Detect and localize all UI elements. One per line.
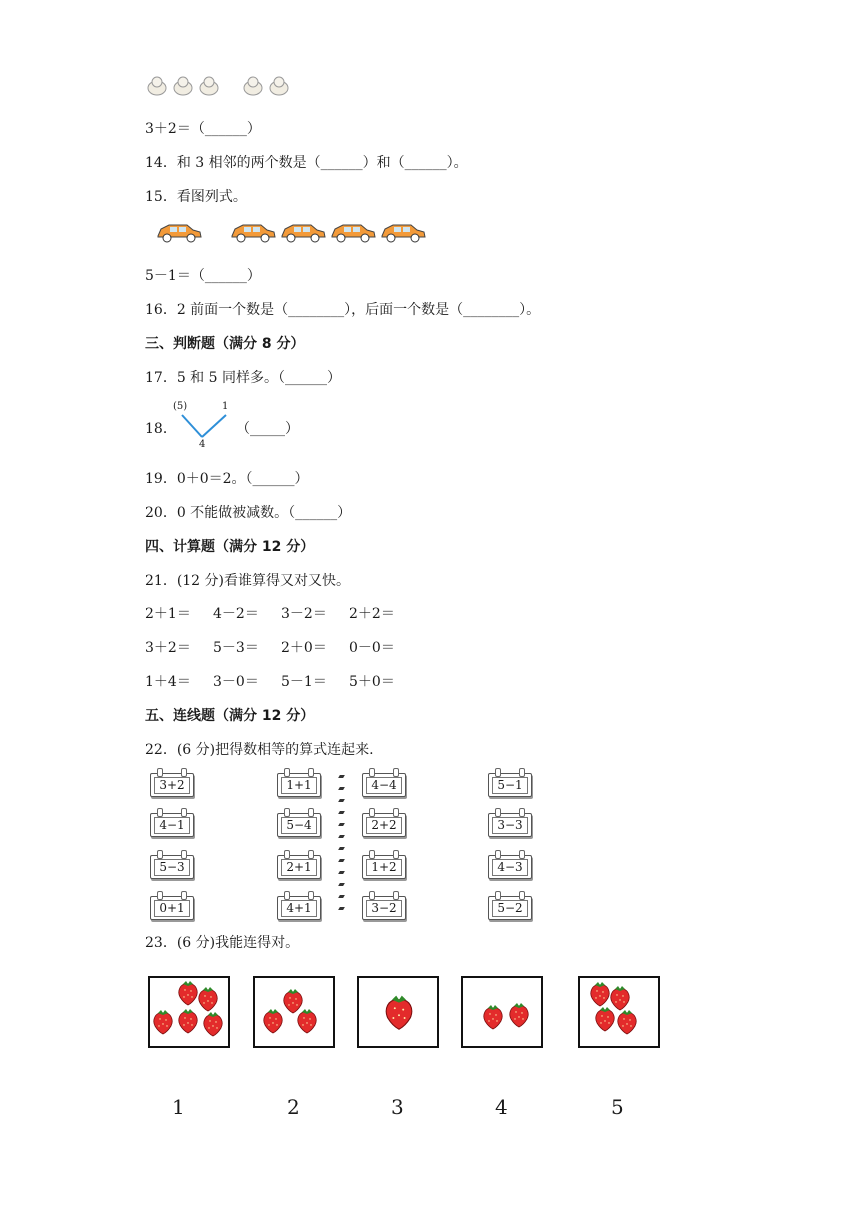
expression-card[interactable]: 1+1 xyxy=(277,773,321,797)
answer-number[interactable]: 5 xyxy=(611,1095,624,1119)
arith-item: 5－1＝ xyxy=(281,674,327,690)
rabbit-icon xyxy=(172,74,194,96)
strawberry-icons xyxy=(255,978,333,1046)
expression-card[interactable]: 1+2 xyxy=(362,855,406,879)
q18-top-right: 1 xyxy=(222,401,229,412)
q21-text: 21．(12 分)看谁算得又对又快。 xyxy=(145,573,351,589)
expression-card[interactable]: 2+1 xyxy=(277,855,321,879)
expression-card[interactable]: 3−3 xyxy=(488,813,532,837)
expression-card[interactable]: 3−2 xyxy=(362,896,406,920)
q14-text: 14．和 3 相邻的两个数是（______）和（______）。 xyxy=(145,155,468,171)
arith-item: 2＋2＝ xyxy=(349,606,395,622)
strawberry-icons xyxy=(580,978,658,1046)
q18-bottom: 4 xyxy=(199,439,206,450)
car-icon xyxy=(229,220,277,244)
q23-text: 23．(6 分)我能连得对。 xyxy=(145,935,300,951)
rabbit-icon xyxy=(242,74,264,96)
expression-card[interactable]: 4−3 xyxy=(488,855,532,879)
rabbit-icons xyxy=(146,74,290,96)
q16-text: 16．2 前面一个数是（________），后面一个数是（________）。 xyxy=(145,302,541,318)
car-icon xyxy=(279,220,327,244)
strawberry-icons xyxy=(463,978,541,1046)
arith-item: 5＋0＝ xyxy=(349,674,395,690)
answer-number[interactable]: 1 xyxy=(172,1095,185,1119)
q13-equation: 3＋2＝（______） xyxy=(145,121,261,137)
expression-card[interactable]: 3+2 xyxy=(150,773,194,797)
strawberry-box[interactable] xyxy=(148,976,230,1048)
car-icon xyxy=(379,220,427,244)
arith-item: 3－0＝ xyxy=(213,674,259,690)
car-icon xyxy=(155,220,203,244)
section4-title: 四、计算题（满分 12 分） xyxy=(145,539,315,555)
expression-card[interactable]: 4+1 xyxy=(277,896,321,920)
q18-label: 18． xyxy=(145,421,177,437)
expression-card[interactable]: 5−1 xyxy=(488,773,532,797)
arith-item: 1＋4＝ xyxy=(145,674,191,690)
section3-title: 三、判断题（满分 8 分） xyxy=(145,336,305,352)
answer-number[interactable]: 3 xyxy=(391,1095,404,1119)
strawberry-icons xyxy=(359,978,437,1046)
section5-title: 五、连线题（满分 12 分） xyxy=(145,708,315,724)
q20-text: 20．0 不能做被减数。（______） xyxy=(145,505,352,521)
expression-card[interactable]: 5−4 xyxy=(277,813,321,837)
strawberry-box[interactable] xyxy=(357,976,439,1048)
rabbit-icon xyxy=(268,74,290,96)
arith-item: 5－3＝ xyxy=(213,640,259,656)
arith-item: 4－2＝ xyxy=(213,606,259,622)
q22-text: 22．(6 分)把得数相等的算式连起来. xyxy=(145,742,374,758)
expression-card[interactable]: 4−1 xyxy=(150,813,194,837)
q15-equation: 5－1＝（______） xyxy=(145,268,261,284)
arith-item: 2＋1＝ xyxy=(145,606,191,622)
answer-number[interactable]: 4 xyxy=(495,1095,508,1119)
arith-item: 0－0＝ xyxy=(349,640,395,656)
expression-card[interactable]: 5−2 xyxy=(488,896,532,920)
q18-blank: （_____） xyxy=(236,421,299,437)
expression-card[interactable]: 5−3 xyxy=(150,855,194,879)
q18-top-left: (5) xyxy=(173,401,188,412)
answer-number[interactable]: 2 xyxy=(287,1095,300,1119)
car-icons xyxy=(155,220,427,244)
rabbit-icon xyxy=(198,74,220,96)
q17-text: 17．5 和 5 同样多。（______） xyxy=(145,370,341,386)
arith-item: 3－2＝ xyxy=(281,606,327,622)
strawberry-box[interactable] xyxy=(578,976,660,1048)
q19-text: 19．0＋0＝2。（______） xyxy=(145,471,309,487)
expression-card[interactable]: 4−4 xyxy=(362,773,406,797)
strawberry-box[interactable] xyxy=(253,976,335,1048)
strawberry-box[interactable] xyxy=(461,976,543,1048)
arith-item: 2＋0＝ xyxy=(281,640,327,656)
rabbit-icon xyxy=(146,74,168,96)
strawberry-icons xyxy=(150,978,228,1046)
car-icon xyxy=(329,220,377,244)
q15-text: 15．看图列式。 xyxy=(145,189,247,205)
decomposition-lines xyxy=(180,413,230,439)
arith-item: 3＋2＝ xyxy=(145,640,191,656)
expression-card[interactable]: 2+2 xyxy=(362,813,406,837)
expression-card[interactable]: 0+1 xyxy=(150,896,194,920)
